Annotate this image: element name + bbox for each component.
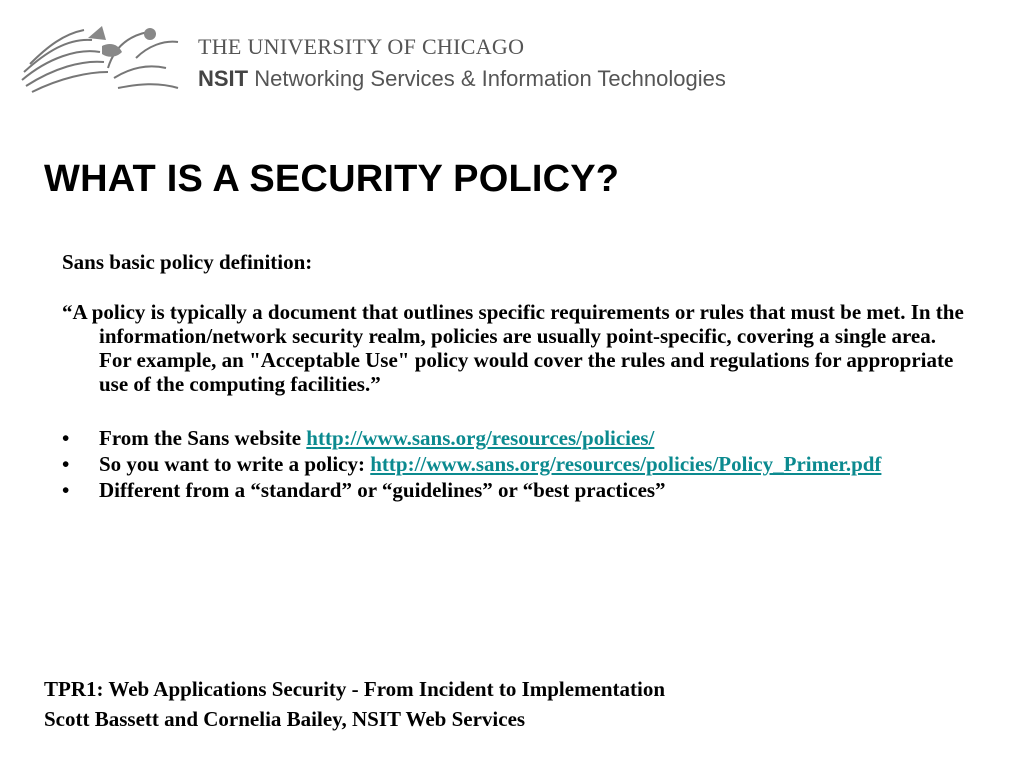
bullet-text: So you want to write a policy: — [99, 452, 371, 476]
header — [18, 18, 858, 98]
footer-presenters: Scott Bassett and Cornelia Bailey, NSIT Web Services — [44, 707, 526, 731]
slide-title: WHAT IS A SECURITY POLICY? — [44, 158, 620, 200]
bullet-list — [62, 426, 972, 502]
intro-text: Sans basic policy definition: — [62, 250, 313, 274]
list-item — [62, 478, 972, 502]
bullet-icon: • — [62, 452, 70, 476]
sans-policies-link[interactable]: http://www.sans.org/resources/policies/ — [306, 426, 655, 450]
bullet-icon: • — [62, 478, 70, 502]
footer-session-title: TPR1: Web Applications Security - From Incident to Implementation — [44, 677, 666, 701]
policy-primer-link[interactable]: http://www.sans.org/resources/policies/Policy_Primer.pdf — [370, 452, 882, 476]
list-item — [62, 452, 972, 476]
phoenix-crest-icon — [18, 18, 186, 96]
list-item — [62, 426, 972, 450]
department-line — [198, 66, 726, 92]
department-abbr: NSIT — [198, 66, 249, 91]
bullet-text: From the Sans website — [99, 426, 307, 450]
bullet-icon: • — [62, 426, 70, 450]
footer — [44, 674, 665, 734]
slide-body — [62, 250, 972, 504]
department-name: Networking Services & Information Technologies — [254, 66, 726, 91]
policy-quote: “A policy is typically a document that outlines specific requirements or rules that must be met. In the information/network security realm, policies are usually point-specific, covering a single area. For example, an "Acceptable Use" policy would cover the rules and regulations for appropriate use of the computing facilities.” — [62, 300, 964, 396]
bullet-text: Different from a “standard” or “guidelines” or “best practices” — [99, 478, 666, 502]
university-name: THE UNIVERSITY OF CHICAGO — [198, 34, 525, 59]
